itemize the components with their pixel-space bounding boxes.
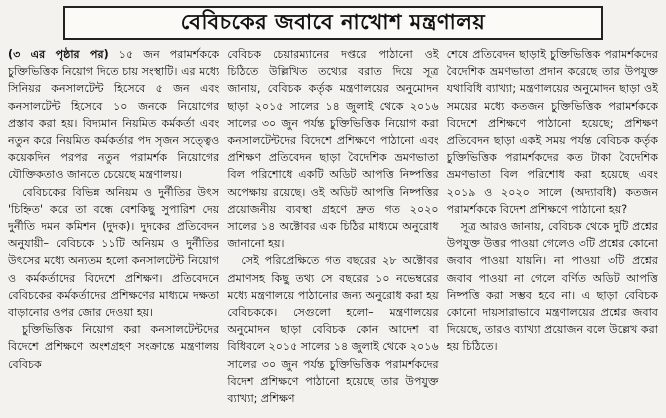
paragraph <box>8 321 219 373</box>
paragraph <box>227 46 438 252</box>
article-column-3 <box>447 46 658 414</box>
headline: বেবিচকের জবাবে নাখোশ মন্ত্রণালয় <box>180 9 486 34</box>
paragraph-text: শেষে প্রতিবেদন ছাড়াই চুক্তিভিত্তিক পরামর্শকদের বৈদেশিক ভ্রমণভাতা প্রদান করেছে তার উপযুক্ত যথাবিধি ব্যাখ্যা; মন্ত্রণালয়ের অনুমোদন ছাড়া ওই সময়ের মধ্যে কতজন চুক্তিভিত্তিক পরামর্শককে বিদেশে প্রশিক্ষণে পাঠানো হয়েছে; প্রশিক্ষণ প্রতিবেদন ছাড়া একই সময় পর্যন্ত বেবিচক কর্তৃক চুক্তিভিত্তিক পরামর্শকদের কত টাকা বৈদেশিক ভ্রমণভাতা বিল পরিশোধ করা হয়েছে এবং ২০১৯ ও ২০২০ সালে (অদ্যাবধি) কতজন পরামর্শককে বিদেশ প্রশিক্ষণে পাঠানো হয়? <box>446 48 658 216</box>
paragraph <box>447 218 658 356</box>
paragraph <box>227 252 438 407</box>
paragraph <box>447 46 658 218</box>
paragraph-text: সেই পরিপ্রেক্ষিতে গত বছরের ২৮ অক্টোবর প্রমাণসহ কিছু তথ্য সে বছরের ১০ নভেম্বরের মধ্যে মন্ত্রণালয়ে পাঠানোর জন্য অনুরোধ করা হয় বেবিচককে। সেগুলো হলো– মন্ত্রণালয়ের অনুমোদন ছাড়া বেবিচক কোন আদেশ বা বিধিবলে ২০১৫ সালের ১৪ জুলাই থেকে ২০১৬ সালের ৩০ জুন পর্যন্ত চুক্তিভিত্তিক পরামর্শকদের বিদেশ প্রশিক্ষণে পাঠানো হয়েছে তার উপযুক্ত ব্যাখ্যা; প্রশিক্ষণ <box>227 254 439 406</box>
headline-box <box>63 6 603 40</box>
paragraph-text: বেবিচকের বিভিন্ন অনিয়ম ও দুর্নীতির উৎস 'চিহ্নিত' করে তা বন্ধে বেশকিছু সুপারিশ দেয় দুর্নীতি দমন কমিশন (দুদক)। দুদকের প্রতিবেদন অনুযায়ী– বেবিচকে ১১টি অনিয়ম ও দুর্নীতির উৎসের মধ্যে অন্যতম হলো কনসালটেন্ট নিয়োগ ও কর্মকর্তাদের বিদেশে প্রশিক্ষণ। প্রতিবেদনে বেবিচকের কর্মকর্তাদের প্রশিক্ষণের মাধ্যমে দক্ষতা বাড়ানোর ওপর জোর দেওয়া হয়। <box>8 185 220 320</box>
paragraph-text: সূত্র আরও জানায়, বেবিচক থেকে দুটি প্রশ্নের উপযুক্ত উত্তর পাওয়া গেলেও ৩টি প্রশ্নের কোনো জবাব পাওয়া যায়নি। না পাওয়া ৩টি প্রশ্নের জবাব পাওয়া না গেলে বর্ণিত অডিট আপত্তি নিষ্পত্তি করা সম্ভব হবে না। এ ছাড়া বেবিচক কোনো দায়সারাভাবে মন্ত্রণালয়ের প্রশ্নের জবাব দিয়েছে, তারও ব্যাখ্যা প্রয়োজন বলে উল্লেখ করা হয় চিঠিতে। <box>446 220 658 354</box>
paragraph-text: চুক্তিভিত্তিক নিয়োগ করা কনসালটেন্টদের বিদেশে প্রশিক্ষণে অংশগ্রহণ সংক্রান্তে মন্ত্রণালয় বেবিচক <box>8 323 220 371</box>
continued-from-marker: (৩ এর পৃষ্ঠার পর) <box>8 48 109 61</box>
article-columns <box>8 46 658 414</box>
paragraph-text: ১৫ জন পরামর্শককে চুক্তিভিত্তিক নিয়োগ দিতে চায় সংস্থাটি। এর মধ্যে সিনিয়র কনসালটেন্ট হিসেবে ৫ জন এবং কনসালটেন্ট হিসেবে ১০ জনকে নিয়োগের প্রস্তাব করা হয়। বিদ্যমান নিয়মিত কর্মকর্তা এবং নতুন করে নিয়মিত কর্মকর্তার পদ সৃজন সত্ত্বেও কয়েকদিন পরপর নতুন পরামর্শক নিয়োগের যৌক্তিকতাও জানতে চেয়েছে মন্ত্রণালয়। <box>8 48 220 182</box>
paragraph <box>8 46 219 184</box>
paragraph <box>8 184 219 322</box>
article-column-2 <box>227 46 438 414</box>
article-column-1 <box>8 46 219 414</box>
paragraph-text: বেবিচক চেয়ারম্যানের দপ্তরে পাঠানো ওই চিঠিতে উল্লিখিত তথ্যের বরাত দিয়ে সূত্র জানায়, বেবিচক কর্তৃক মন্ত্রণালয়ের অনুমোদন ছাড়া ২০১৫ সালের ১৪ জুলাই থেকে ২০১৬ সালের ৩০ জুন পর্যন্ত চুক্তিভিত্তিক নিয়োগ করা কনসালটেন্টদের বিদেশে প্রশিক্ষণে পাঠানো এবং প্রশিক্ষণ প্রতিবেদন ছাড়া বৈদেশিক ভ্রমণভাতা বিল পরিশোধে একটি অডিট আপত্তি নিষ্পত্তির অপেক্ষায় রয়েছে। ওই অডিট আপত্তি নিষ্পত্তির প্রয়োজনীয় ব্যবস্থা গ্রহণে দ্রুত গত ২০২০ সালের ১৪ অক্টোবর এক চিঠির মাধ্যমে অনুরোধ জানানো হয়। <box>227 48 439 251</box>
